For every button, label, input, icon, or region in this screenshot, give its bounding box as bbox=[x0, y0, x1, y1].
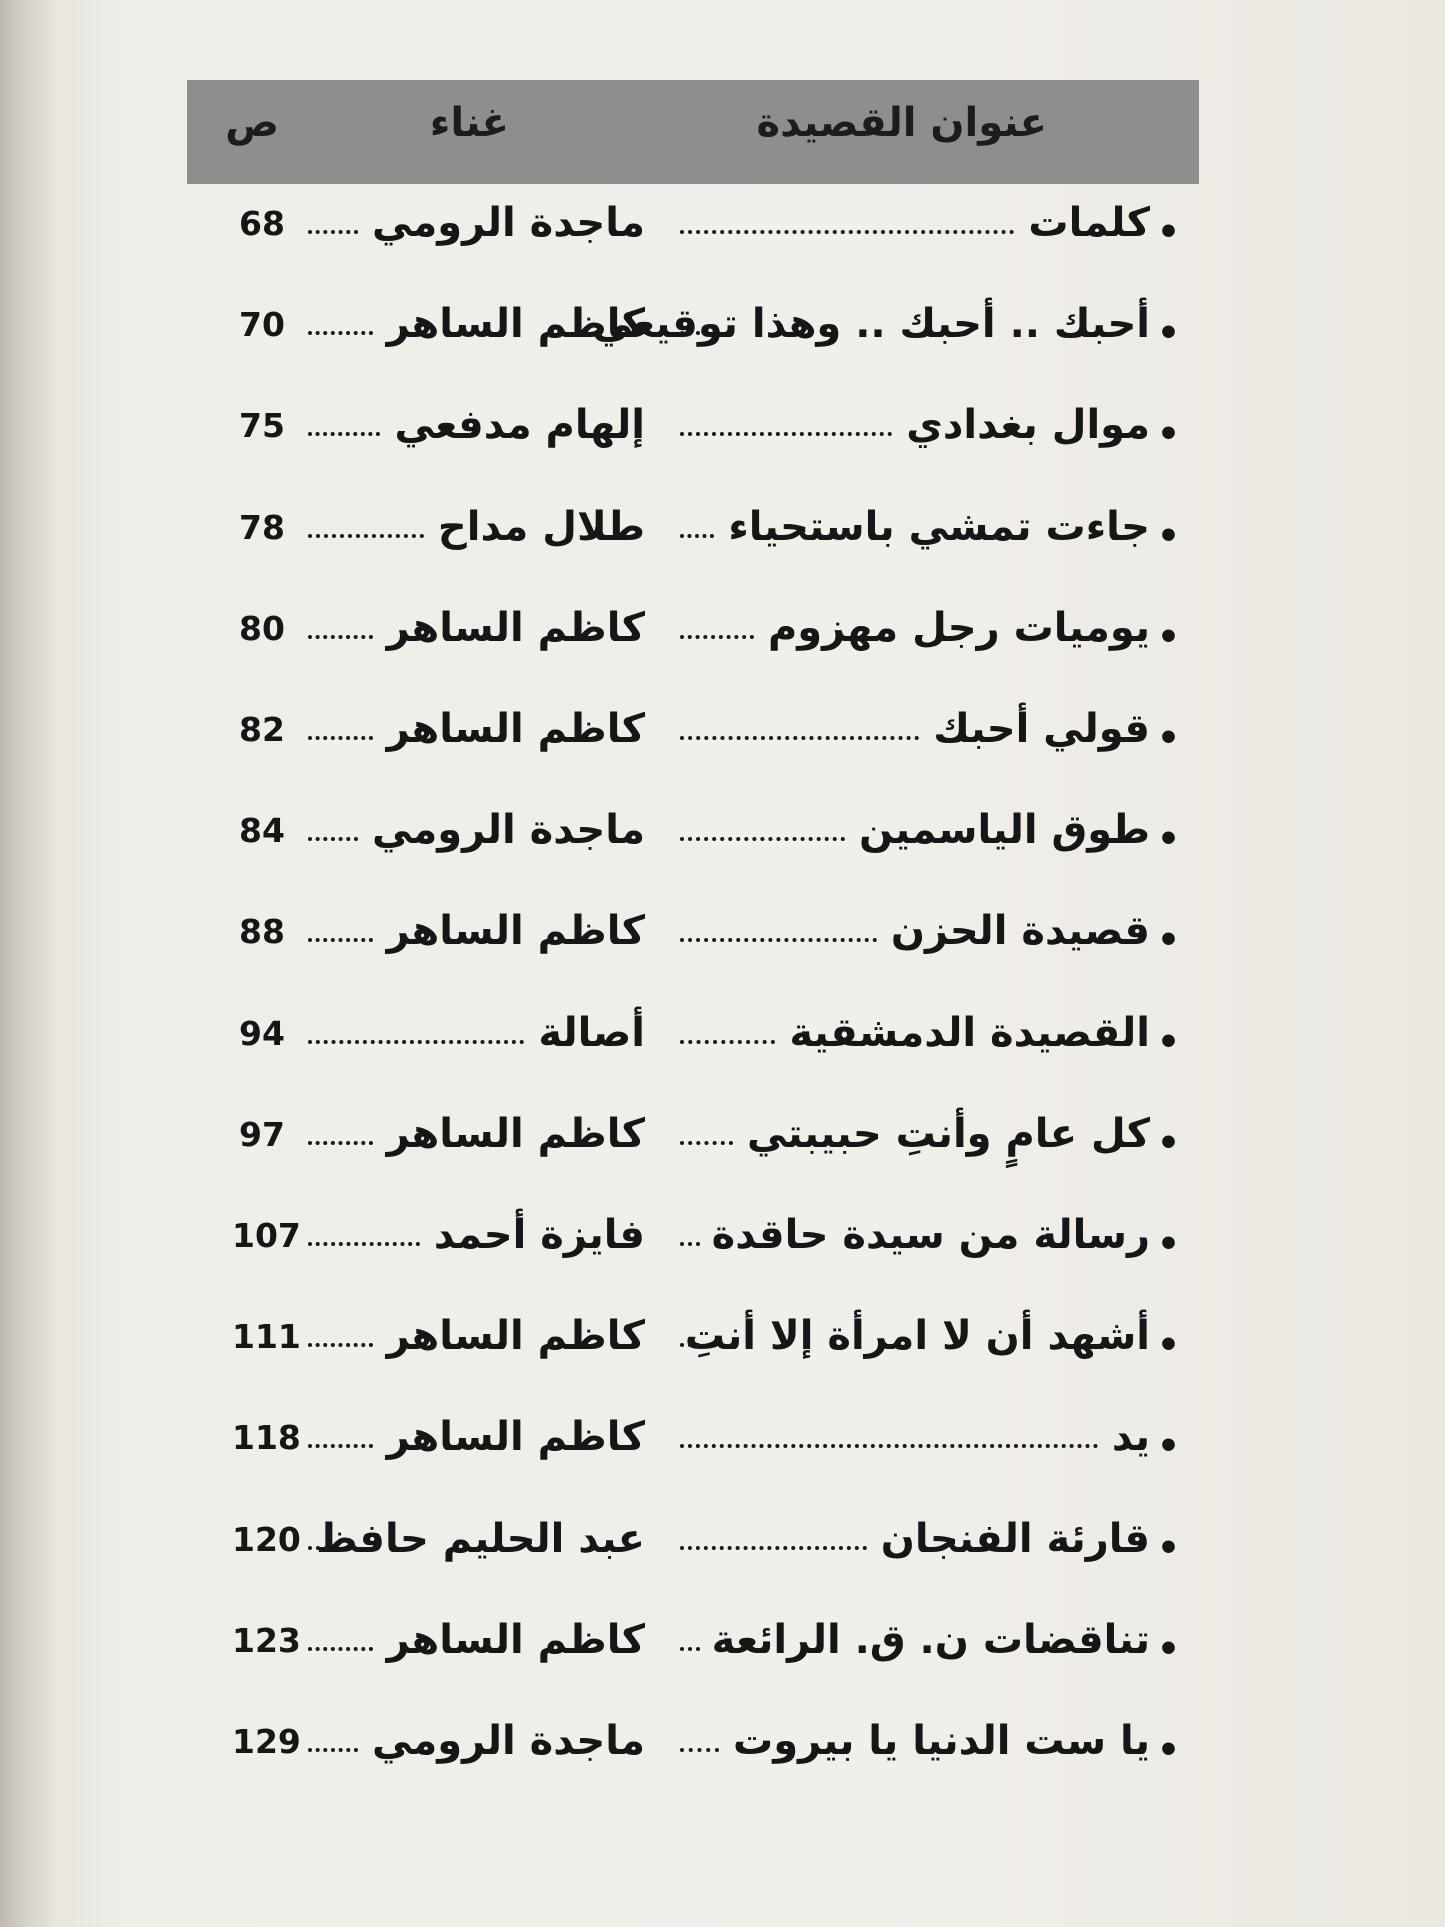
dot-leader bbox=[308, 831, 358, 841]
page-number: 75 bbox=[239, 406, 285, 445]
bullet-icon: • bbox=[1156, 1224, 1180, 1265]
dot-leader bbox=[308, 1236, 420, 1246]
singer-name: ماجدة الرومي bbox=[372, 1718, 645, 1764]
bullet-icon: • bbox=[1156, 313, 1180, 354]
table-row bbox=[0, 1706, 1445, 1796]
dot-leader bbox=[308, 1438, 373, 1448]
page-number: 111 bbox=[232, 1317, 301, 1356]
dot-leader bbox=[680, 1135, 733, 1145]
bullet-icon: • bbox=[1156, 819, 1180, 860]
poem-title: تناقضات ن. ق. الرائعة bbox=[711, 1617, 1150, 1663]
bullet-icon: • bbox=[1156, 1528, 1180, 1569]
table-row bbox=[0, 1504, 1445, 1594]
singer-name: فايزة أحمد bbox=[433, 1212, 645, 1258]
singer-name: كاظم الساهر bbox=[386, 605, 645, 651]
page-number: 88 bbox=[239, 912, 285, 951]
poem-title: طوق الياسمين bbox=[859, 807, 1150, 853]
poem-title: كل عامٍ وأنتِ حبيبتي bbox=[747, 1111, 1150, 1157]
dot-leader bbox=[308, 224, 358, 234]
table-row bbox=[0, 795, 1445, 885]
dot-leader bbox=[680, 426, 892, 436]
bullet-icon: • bbox=[1156, 920, 1180, 961]
dot-leader bbox=[308, 629, 373, 639]
table-row bbox=[0, 694, 1445, 784]
singer-name: أصالة bbox=[538, 1010, 645, 1056]
header-singer-column: غناء bbox=[429, 100, 509, 146]
dot-leader bbox=[680, 528, 714, 538]
bullet-icon: • bbox=[1156, 1123, 1180, 1164]
singer-name: ماجدة الرومي bbox=[372, 807, 645, 853]
page-number: 97 bbox=[239, 1115, 285, 1154]
dot-leader bbox=[308, 325, 373, 335]
poem-title: القصيدة الدمشقية bbox=[789, 1010, 1150, 1056]
dot-leader bbox=[680, 325, 700, 335]
bullet-icon: • bbox=[1156, 718, 1180, 759]
dot-leader bbox=[308, 528, 424, 538]
page-number: 120 bbox=[232, 1520, 301, 1559]
page-number: 123 bbox=[232, 1621, 301, 1660]
bullet-icon: • bbox=[1156, 414, 1180, 455]
singer-name: ماجدة الرومي bbox=[372, 200, 645, 246]
table-row bbox=[0, 492, 1445, 582]
table-row bbox=[0, 593, 1445, 683]
page-number: 82 bbox=[239, 710, 285, 749]
poem-title: جاءت تمشي باستحياء bbox=[728, 504, 1150, 550]
page-number: 107 bbox=[232, 1216, 301, 1255]
table-row bbox=[0, 1200, 1445, 1290]
page-number: 68 bbox=[239, 204, 285, 243]
page-number: 80 bbox=[239, 609, 285, 648]
dot-leader bbox=[308, 1540, 328, 1550]
dot-leader bbox=[308, 730, 373, 740]
poem-title: يا ست الدنيا يا بيروت bbox=[733, 1718, 1150, 1764]
dot-leader bbox=[680, 1236, 700, 1246]
singer-name: كاظم الساهر bbox=[386, 908, 645, 954]
bullet-icon: • bbox=[1156, 1426, 1180, 1467]
table-row bbox=[0, 289, 1445, 379]
dot-leader bbox=[680, 224, 1014, 234]
table-row bbox=[0, 1402, 1445, 1492]
dot-leader bbox=[680, 1034, 775, 1044]
page-number: 84 bbox=[239, 811, 285, 850]
bullet-icon: • bbox=[1156, 516, 1180, 557]
bullet-icon: • bbox=[1156, 212, 1180, 253]
poem-title: موال بغدادي bbox=[906, 402, 1150, 448]
table-row bbox=[0, 390, 1445, 480]
poem-title: قولي أحبك bbox=[933, 706, 1150, 752]
dot-leader bbox=[308, 1742, 358, 1752]
dot-leader bbox=[308, 1034, 524, 1044]
poem-title: يد bbox=[1111, 1414, 1150, 1460]
dot-leader bbox=[308, 426, 380, 436]
singer-name: كاظم الساهر bbox=[386, 706, 645, 752]
header-title-column: عنوان القصيدة bbox=[756, 100, 1047, 146]
dot-leader bbox=[680, 1742, 719, 1752]
table-row bbox=[0, 1301, 1445, 1391]
header-page-column: ص bbox=[225, 100, 279, 146]
page-number: 78 bbox=[239, 508, 285, 547]
singer-name: كاظم الساهر bbox=[386, 1414, 645, 1460]
dot-leader bbox=[308, 932, 373, 942]
dot-leader bbox=[680, 1438, 1098, 1448]
table-row bbox=[0, 1605, 1445, 1695]
dot-leader bbox=[680, 629, 754, 639]
table-row bbox=[0, 896, 1445, 986]
bullet-icon: • bbox=[1156, 1730, 1180, 1771]
dot-leader bbox=[308, 1641, 373, 1651]
page-number: 70 bbox=[239, 305, 285, 344]
poem-title: قارئة الفنجان bbox=[880, 1516, 1150, 1562]
dot-leader bbox=[680, 831, 845, 841]
singer-name: كاظم الساهر bbox=[386, 1313, 645, 1359]
dot-leader bbox=[680, 730, 919, 740]
poem-title: قصيدة الحزن bbox=[890, 908, 1150, 954]
dot-leader bbox=[680, 1540, 867, 1550]
poem-title: كلمات bbox=[1028, 200, 1150, 246]
dot-leader bbox=[308, 1337, 373, 1347]
table-row bbox=[0, 998, 1445, 1088]
singer-name: إلهام مدفعي bbox=[394, 402, 645, 448]
dot-leader bbox=[308, 1135, 373, 1145]
poem-title: رسالة من سيدة حاقدة bbox=[711, 1212, 1150, 1258]
bullet-icon: • bbox=[1156, 617, 1180, 658]
poem-title: أحبك .. أحبك .. وهذا توقيعي bbox=[592, 301, 1150, 347]
page-number: 118 bbox=[232, 1418, 301, 1457]
table-row bbox=[0, 1099, 1445, 1189]
singer-name: كاظم الساهر bbox=[386, 1617, 645, 1663]
poem-title: أشهد أن لا امرأة إلا أنتِ bbox=[684, 1313, 1150, 1359]
singer-name: طلال مداح bbox=[437, 504, 645, 550]
poem-title: يوميات رجل مهزوم bbox=[767, 605, 1150, 651]
singer-name: كاظم الساهر bbox=[386, 301, 645, 347]
page-number: 94 bbox=[239, 1014, 285, 1053]
dot-leader bbox=[680, 932, 877, 942]
bullet-icon: • bbox=[1156, 1629, 1180, 1670]
page-number: 129 bbox=[232, 1722, 301, 1761]
bullet-icon: • bbox=[1156, 1325, 1180, 1366]
bullet-icon: • bbox=[1156, 1022, 1180, 1063]
singer-name: عبد الحليم حافظ bbox=[315, 1516, 645, 1562]
dot-leader bbox=[680, 1337, 700, 1347]
table-row bbox=[0, 188, 1445, 278]
dot-leader bbox=[680, 1641, 700, 1651]
singer-name: كاظم الساهر bbox=[386, 1111, 645, 1157]
